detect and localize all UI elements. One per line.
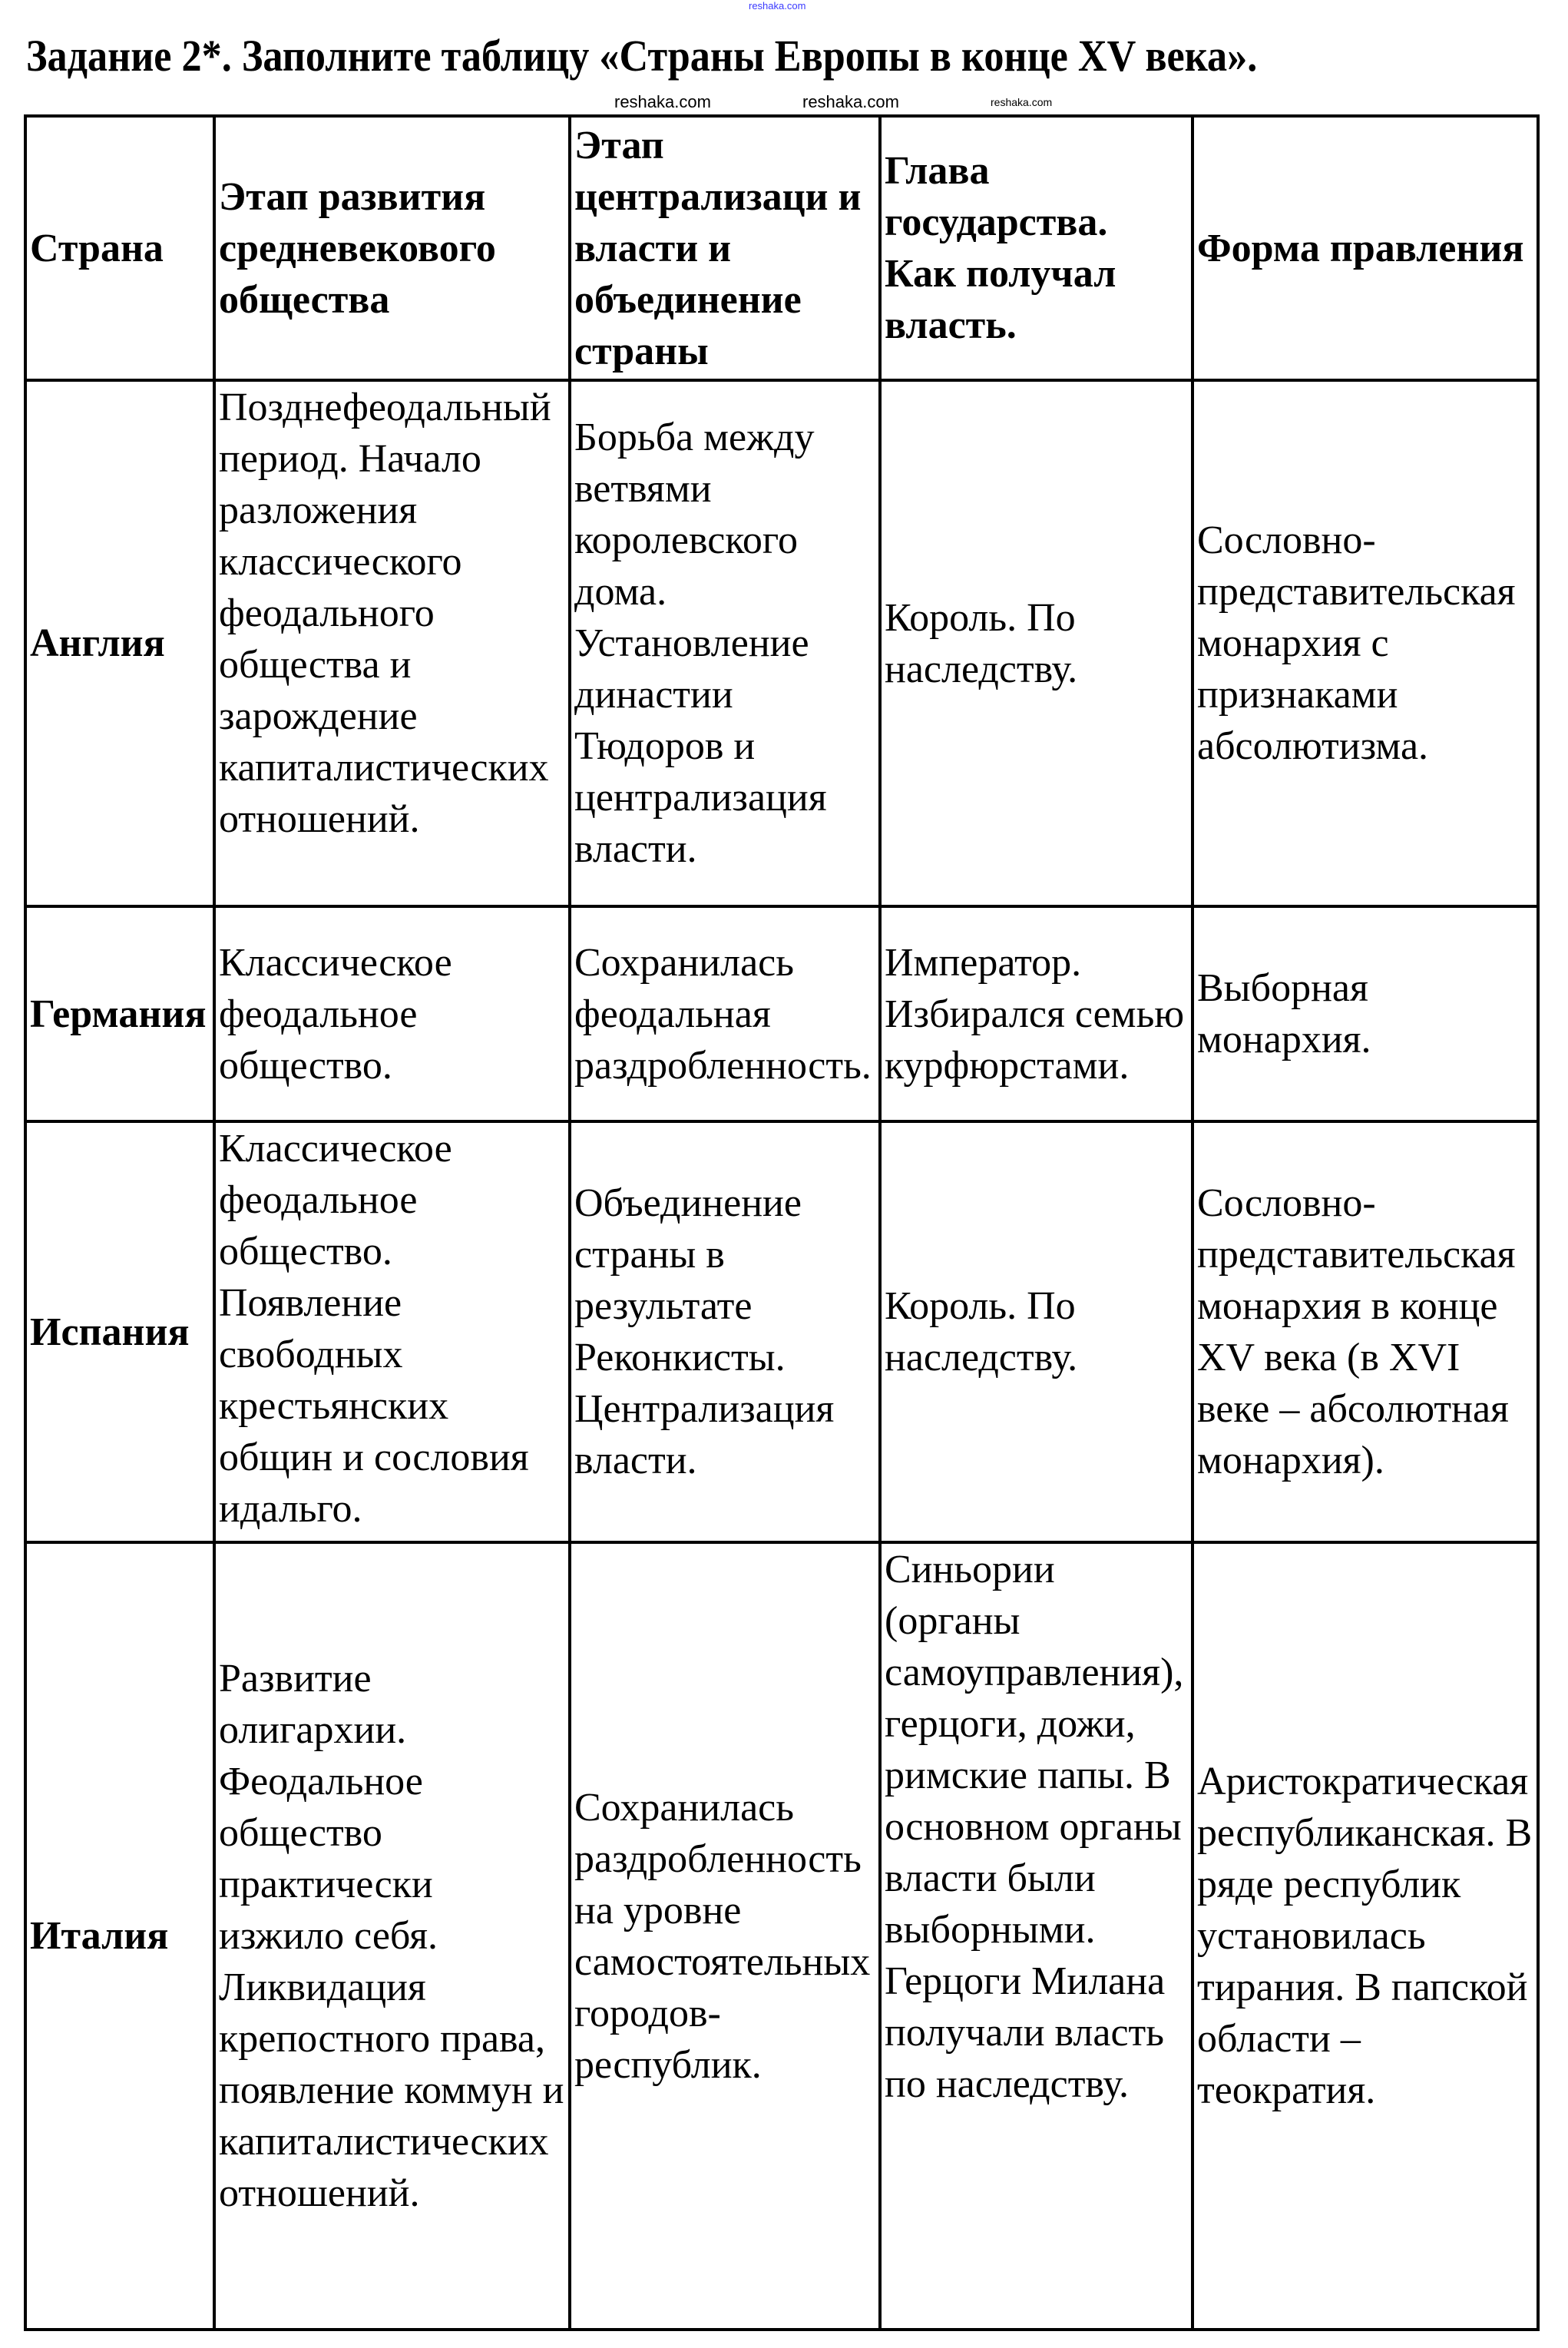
- centralization-cell: Объединение страны в результате Реконкисты. Централизация власти.: [570, 1121, 880, 1542]
- header-country: Страна: [25, 116, 214, 380]
- country-cell: Англия: [25, 380, 214, 906]
- centralization-cell: Борьба между ветвями королевского дома. Установление династии Тюдоров и централизация власти.: [570, 380, 880, 906]
- government-cell: Сословно-представительская монархия в конце XV века (в XVI веке – абсолютная монархия).: [1193, 1121, 1538, 1542]
- stage-cell: Развитие олигархии. Феодальное общество практически изжило себя. Ликвидация крепостного права, появление коммун и капиталистических отношений.: [214, 1542, 570, 2330]
- stage-cell: Классическое феодальное общество.: [214, 906, 570, 1121]
- header-head: Глава государства. Как получал власть.: [880, 116, 1193, 380]
- header-centralization: Этап централизаци и власти и объединение страны: [570, 116, 880, 380]
- government-cell: Сословно-представительская монархия с признаками абсолютизма.: [1193, 380, 1538, 906]
- country-cell: Италия: [25, 1542, 214, 2330]
- stage-cell: Классическое феодальное общество. Появление свободных крестьянских общин и сословия идальго.: [214, 1121, 570, 1542]
- head-cell: Синьории (органы самоуправления), герцоги, дожи, римские папы. В основном органы власти были выборными. Герцоги Милана получали власть по наследству.: [880, 1542, 1193, 2330]
- table-row: [25, 380, 1538, 906]
- stage-cell: Позднефеодальный период. Начало разложения классического феодального общества и зарождение капиталистических отношений.: [214, 380, 570, 906]
- country-cell: Испания: [25, 1121, 214, 1542]
- government-cell: Аристократическая республиканская. В ряде республик установилась тирания. В папской области – теократия.: [1193, 1542, 1538, 2330]
- centralization-cell: Сохранилась раздробленность на уровне самостоятельных городов-республик.: [570, 1542, 880, 2330]
- government-cell: Выборная монархия.: [1193, 906, 1538, 1121]
- header-government: Форма правления: [1193, 116, 1538, 380]
- table-header-row: [25, 116, 1538, 380]
- header-stage: Этап развития средневекового общества: [214, 116, 570, 380]
- head-cell: Король. По наследству.: [880, 1121, 1193, 1542]
- watermark: reshaka.com: [749, 0, 806, 12]
- watermark: reshaka.com: [991, 96, 1053, 108]
- table-row: [25, 1542, 1538, 2330]
- page-title: Задание 2*. Заполните таблицу «Страны Европы в конце XV века».: [26, 31, 1258, 81]
- head-cell: Император. Избирался семью курфюрстами.: [880, 906, 1193, 1121]
- countries-table: [24, 114, 1540, 2331]
- country-cell: Германия: [25, 906, 214, 1121]
- watermark: reshaka.com: [614, 92, 711, 111]
- centralization-cell: Сохранилась феодальная раздробленность.: [570, 906, 880, 1121]
- watermark: reshaka.com: [802, 92, 899, 111]
- table-row: [25, 906, 1538, 1121]
- head-cell: Король. По наследству.: [880, 380, 1193, 906]
- table-row: [25, 1121, 1538, 1542]
